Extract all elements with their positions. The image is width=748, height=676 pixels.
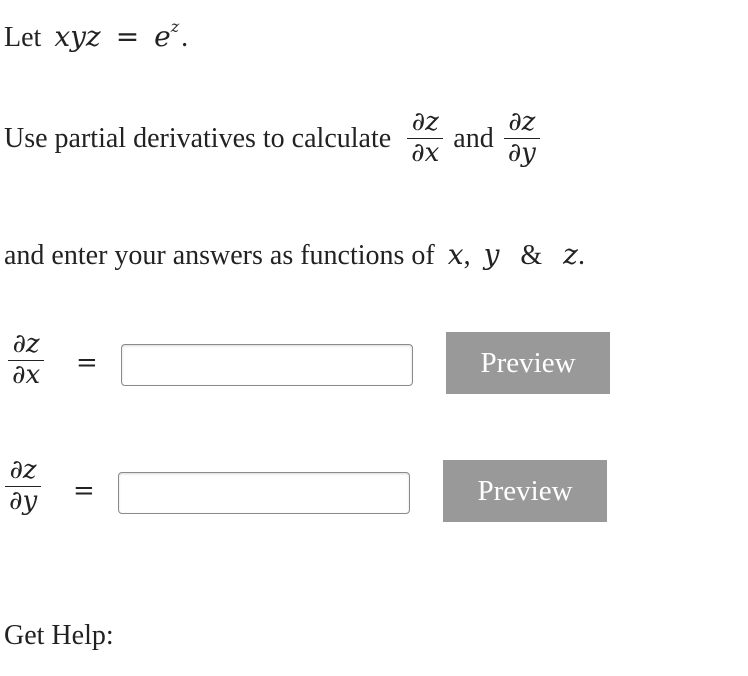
math-exponent-z: z — [170, 16, 180, 36]
and-text: and — [453, 122, 494, 154]
instruction-text-2: and enter your answers as functions of — [4, 240, 435, 271]
fraction-denominator: ∂x — [12, 360, 41, 391]
math-y: y — [483, 238, 500, 271]
fraction-dz-dx — [407, 108, 443, 169]
let-text: Let — [4, 22, 42, 53]
fraction-numerator: ∂z — [9, 455, 37, 485]
period: . — [577, 240, 585, 271]
answer-equals: = — [76, 348, 98, 378]
fraction-denominator: ∂y — [507, 138, 536, 169]
math-e: e — [154, 20, 171, 53]
answer-equals: = — [73, 476, 95, 506]
period: . — [181, 22, 189, 53]
math-equals: = — [115, 20, 140, 53]
ampersand: & — [520, 240, 543, 271]
answer-label-dz-dy — [5, 456, 41, 517]
preview-button-dzdy[interactable]: Preview — [443, 460, 607, 522]
math-x: x — [447, 238, 464, 271]
math-z: z — [563, 238, 578, 271]
answer-input-dzdy[interactable] — [118, 472, 410, 514]
problem-statement-line3 — [4, 238, 585, 272]
fraction-dz-dy — [504, 108, 540, 169]
fraction-numerator: ∂z — [508, 107, 536, 137]
math-xyz: xyz — [54, 20, 101, 53]
answer-input-dzdx[interactable] — [121, 344, 413, 386]
math-comma: , — [463, 240, 471, 271]
problem-statement-line2 — [4, 108, 540, 169]
problem-statement-line1 — [4, 16, 189, 54]
preview-button-dzdx[interactable]: Preview — [446, 332, 610, 394]
get-help-label: Get Help: — [4, 620, 114, 651]
fraction-numerator: ∂z — [411, 107, 439, 137]
fraction-denominator: ∂x — [411, 138, 440, 169]
instruction-text: Use partial derivatives to calculate — [4, 122, 392, 154]
answer-label-dz-dx — [8, 330, 44, 391]
fraction-numerator: ∂z — [12, 329, 40, 359]
fraction-denominator: ∂y — [9, 486, 38, 517]
